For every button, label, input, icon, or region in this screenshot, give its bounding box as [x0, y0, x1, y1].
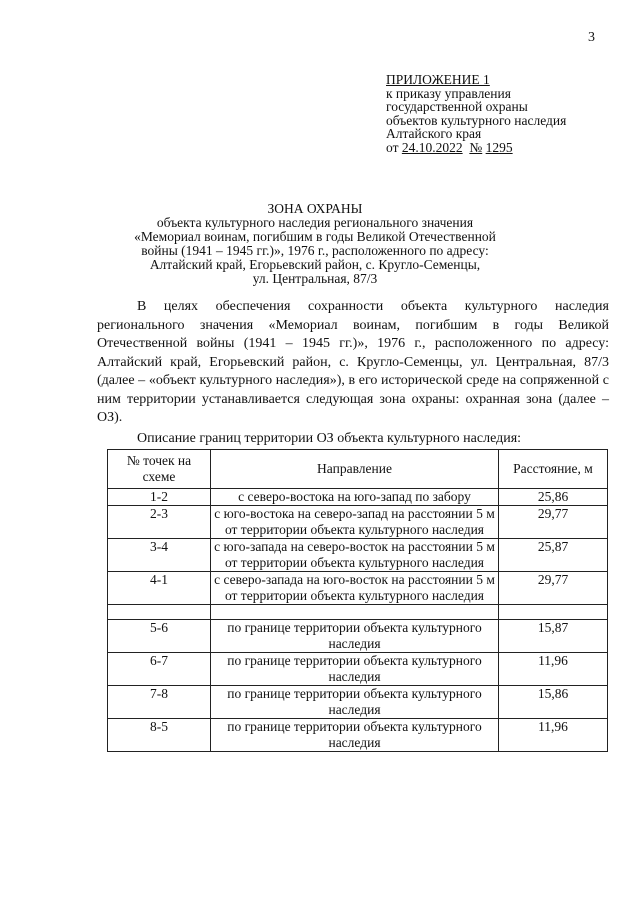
order-date: 24.10.2022 [401, 139, 463, 155]
cell-distance: 29,77 [499, 572, 608, 605]
cell-distance: 25,87 [499, 539, 608, 572]
title-heading: ЗОНА ОХРАНЫ [267, 201, 363, 216]
appendix-date-line [386, 141, 566, 155]
table-header-row [108, 450, 608, 489]
appendix-block [386, 73, 566, 154]
cell-direction: по границе территории объекта культурного наследия [211, 719, 499, 752]
date-prefix: от [386, 139, 402, 155]
document-title [100, 202, 530, 286]
title-line: «Мемориал воинам, погибшим в годы Великой Отечественной [134, 229, 496, 244]
cell-distance [499, 605, 608, 620]
cell-direction: с северо-запада на юго-восток на расстоянии 5 м от территории объекта культурного наследия [211, 572, 499, 605]
appendix-heading: ПРИЛОЖЕНИЕ 1 [386, 72, 490, 87]
number-prefix: № [469, 139, 483, 155]
appendix-line: Алтайского края [386, 126, 482, 141]
cell-points: 7-8 [108, 686, 211, 719]
cell-direction: с северо-востока на юго-запад по забору [211, 489, 499, 506]
cell-points: 3-4 [108, 539, 211, 572]
page-number: 3 [588, 30, 595, 45]
title-line: объекта культурного наследия регионального значения [156, 215, 474, 230]
cell-points: 5-6 [108, 620, 211, 653]
table-row [108, 620, 608, 653]
table-row [108, 572, 608, 605]
header-points: № точек на схеме [108, 450, 211, 489]
body-paragraph: В целях обеспечения сохранности объекта культурного наследия регионального значения «Мемориал воинам, погибшим в годы Великой Отечественной войны (1941 – 1945 гг.)», 1976 г., расположенного по адресу: Алтайский край, Егорьевский район, с. Кругло-Семенцы, ул. Центральная, 87/3 (далее – «объект культурного наследия»), в его исторической среде на сопряженной с ним территории устанавливается следующая зона охраны: охранная зона (далее – ОЗ). [97, 299, 609, 425]
cell-distance: 25,86 [499, 489, 608, 506]
appendix-line: государственной охраны [386, 99, 528, 114]
cell-direction: с юго-запада на северо-восток на расстоянии 5 м от территории объекта культурного наследия [211, 539, 499, 572]
cell-direction: по границе территории объекта культурного наследия [211, 686, 499, 719]
title-line: Алтайский край, Егорьевский район, с. Кругло-Семенцы, [149, 257, 481, 272]
table-row [108, 653, 608, 686]
cell-points: 4-1 [108, 572, 211, 605]
table-row [108, 686, 608, 719]
cell-distance: 15,87 [499, 620, 608, 653]
cell-distance: 11,96 [499, 653, 608, 686]
table-row [108, 719, 608, 752]
cell-direction [211, 605, 499, 620]
appendix-line: к приказу управления [386, 85, 511, 101]
table-row [108, 506, 608, 539]
cell-distance: 11,96 [499, 719, 608, 752]
cell-points: 2-3 [108, 506, 211, 539]
cell-distance: 29,77 [499, 506, 608, 539]
boundary-table [107, 449, 608, 752]
cell-direction: по границе территории объекта культурного наследия [211, 620, 499, 653]
header-distance: Расстояние, м [499, 450, 608, 489]
cell-points [108, 605, 211, 620]
body-text [97, 298, 609, 448]
table-row [108, 489, 608, 506]
table-row [108, 539, 608, 572]
cell-points: 1-2 [108, 489, 211, 506]
cell-distance: 15,86 [499, 686, 608, 719]
header-direction: Направление [211, 450, 499, 489]
table-caption: Описание границ территории ОЗ объекта культурного наследия: [137, 430, 522, 446]
title-line: ул. Центральная, 87/3 [252, 271, 378, 286]
appendix-line: объектов культурного наследия [386, 112, 567, 128]
cell-points: 6-7 [108, 653, 211, 686]
order-number: 1295 [485, 139, 513, 155]
table-row-empty [108, 605, 608, 620]
cell-points: 8-5 [108, 719, 211, 752]
cell-direction: по границе территории объекта культурного наследия [211, 653, 499, 686]
cell-direction: с юго-востока на северо-запад на расстоянии 5 м от территории объекта культурного наследия [211, 506, 499, 539]
title-line: войны (1941 – 1945 гг.)», 1976 г., расположенного по адресу: [141, 243, 489, 258]
